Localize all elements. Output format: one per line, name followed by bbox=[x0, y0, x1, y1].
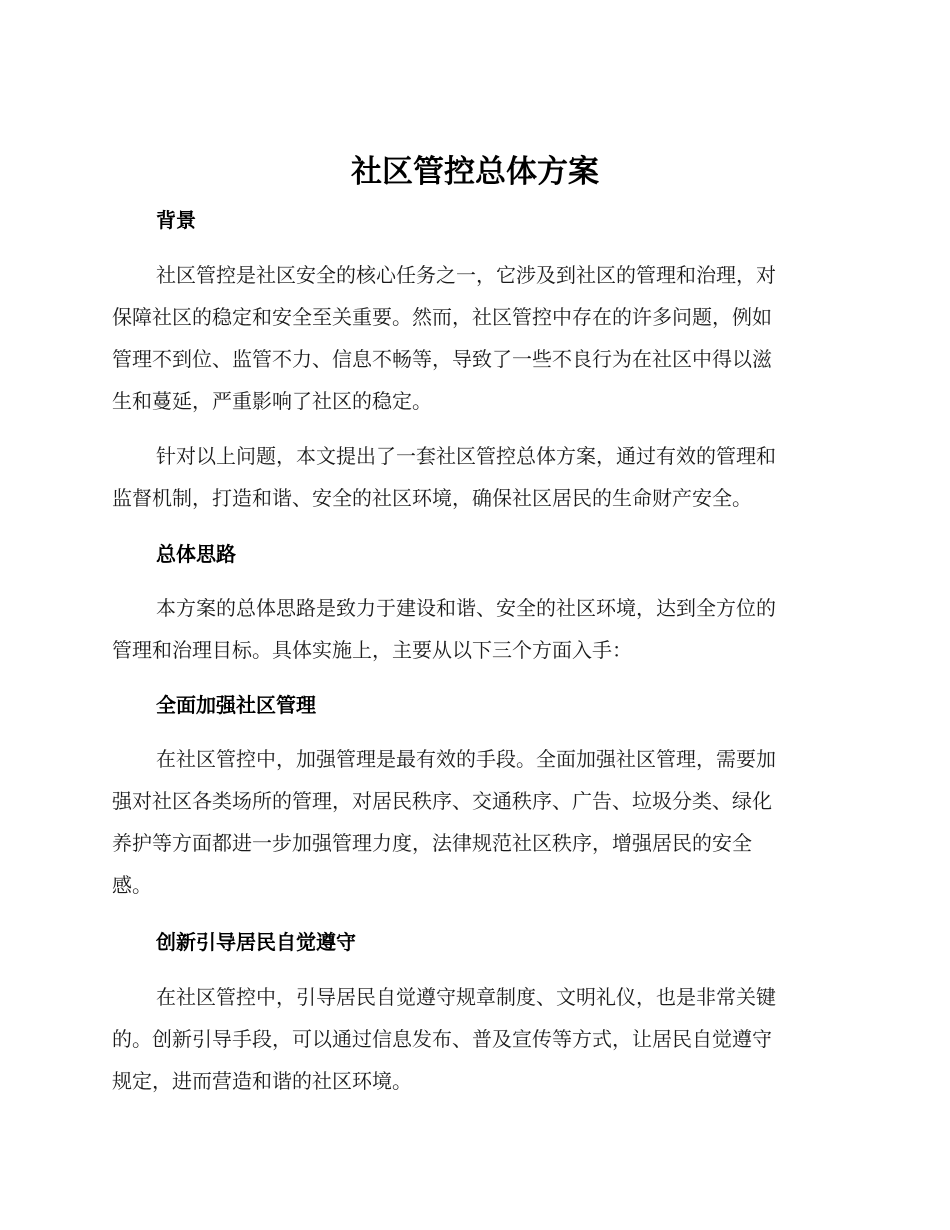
paragraph-line: 本方案的总体思路是致力于建设和谐、安全的社区环境，达到全方位的 bbox=[156, 596, 776, 620]
paragraph-line: 强对社区各类场所的管理，对居民秩序、交通秩序、广告、垃圾分类、绿化 bbox=[112, 789, 772, 813]
document-title: 社区管控总体方案 bbox=[351, 154, 599, 190]
paragraph-line: 监督机制，打造和谐、安全的社区环境，确保社区居民的生命财产安全。 bbox=[112, 486, 752, 510]
section-heading-strengthen-management: 全面加强社区管理 bbox=[156, 693, 316, 717]
paragraph-line: 规定，进而营造和谐的社区环境。 bbox=[112, 1069, 412, 1093]
section-heading-overall-approach: 总体思路 bbox=[156, 542, 236, 566]
paragraph-line: 保障社区的稳定和安全至关重要。然而，社区管控中存在的许多问题，例如 bbox=[112, 305, 772, 329]
section-heading-background: 背景 bbox=[156, 208, 196, 232]
paragraph-line: 的。创新引导手段，可以通过信息发布、普及宣传等方式，让居民自觉遵守 bbox=[112, 1027, 772, 1051]
paragraph-guide-residents bbox=[112, 976, 830, 1102]
paragraph-line: 养护等方面都进一步加强管理力度，法律规范社区秩序，增强居民的安全 bbox=[112, 831, 752, 855]
paragraph-line: 社区管控是社区安全的核心任务之一，它涉及到社区的管理和治理，对 bbox=[156, 263, 776, 287]
paragraph-line: 感。 bbox=[112, 873, 152, 897]
paragraph-line: 管理不到位、监管不力、信息不畅等，导致了一些不良行为在社区中得以滋 bbox=[112, 347, 772, 371]
paragraph-line: 生和蔓延，严重影响了社区的稳定。 bbox=[112, 389, 432, 413]
section-heading-guide-residents: 创新引导居民自觉遵守 bbox=[156, 930, 356, 954]
paragraph-line: 在社区管控中，加强管理是最有效的手段。全面加强社区管理，需要加 bbox=[156, 747, 776, 771]
paragraph-line: 针对以上问题，本文提出了一套社区管控总体方案，通过有效的管理和 bbox=[156, 444, 776, 468]
paragraph-line: 管理和治理目标。具体实施上，主要从以下三个方面入手： bbox=[112, 638, 632, 662]
paragraph-background-2 bbox=[112, 435, 830, 519]
paragraph-background-1 bbox=[112, 254, 830, 422]
paragraph-overall-approach bbox=[112, 587, 830, 671]
paragraph-strengthen-management bbox=[112, 738, 830, 906]
paragraph-line: 在社区管控中，引导居民自觉遵守规章制度、文明礼仪，也是非常关键 bbox=[156, 985, 776, 1009]
